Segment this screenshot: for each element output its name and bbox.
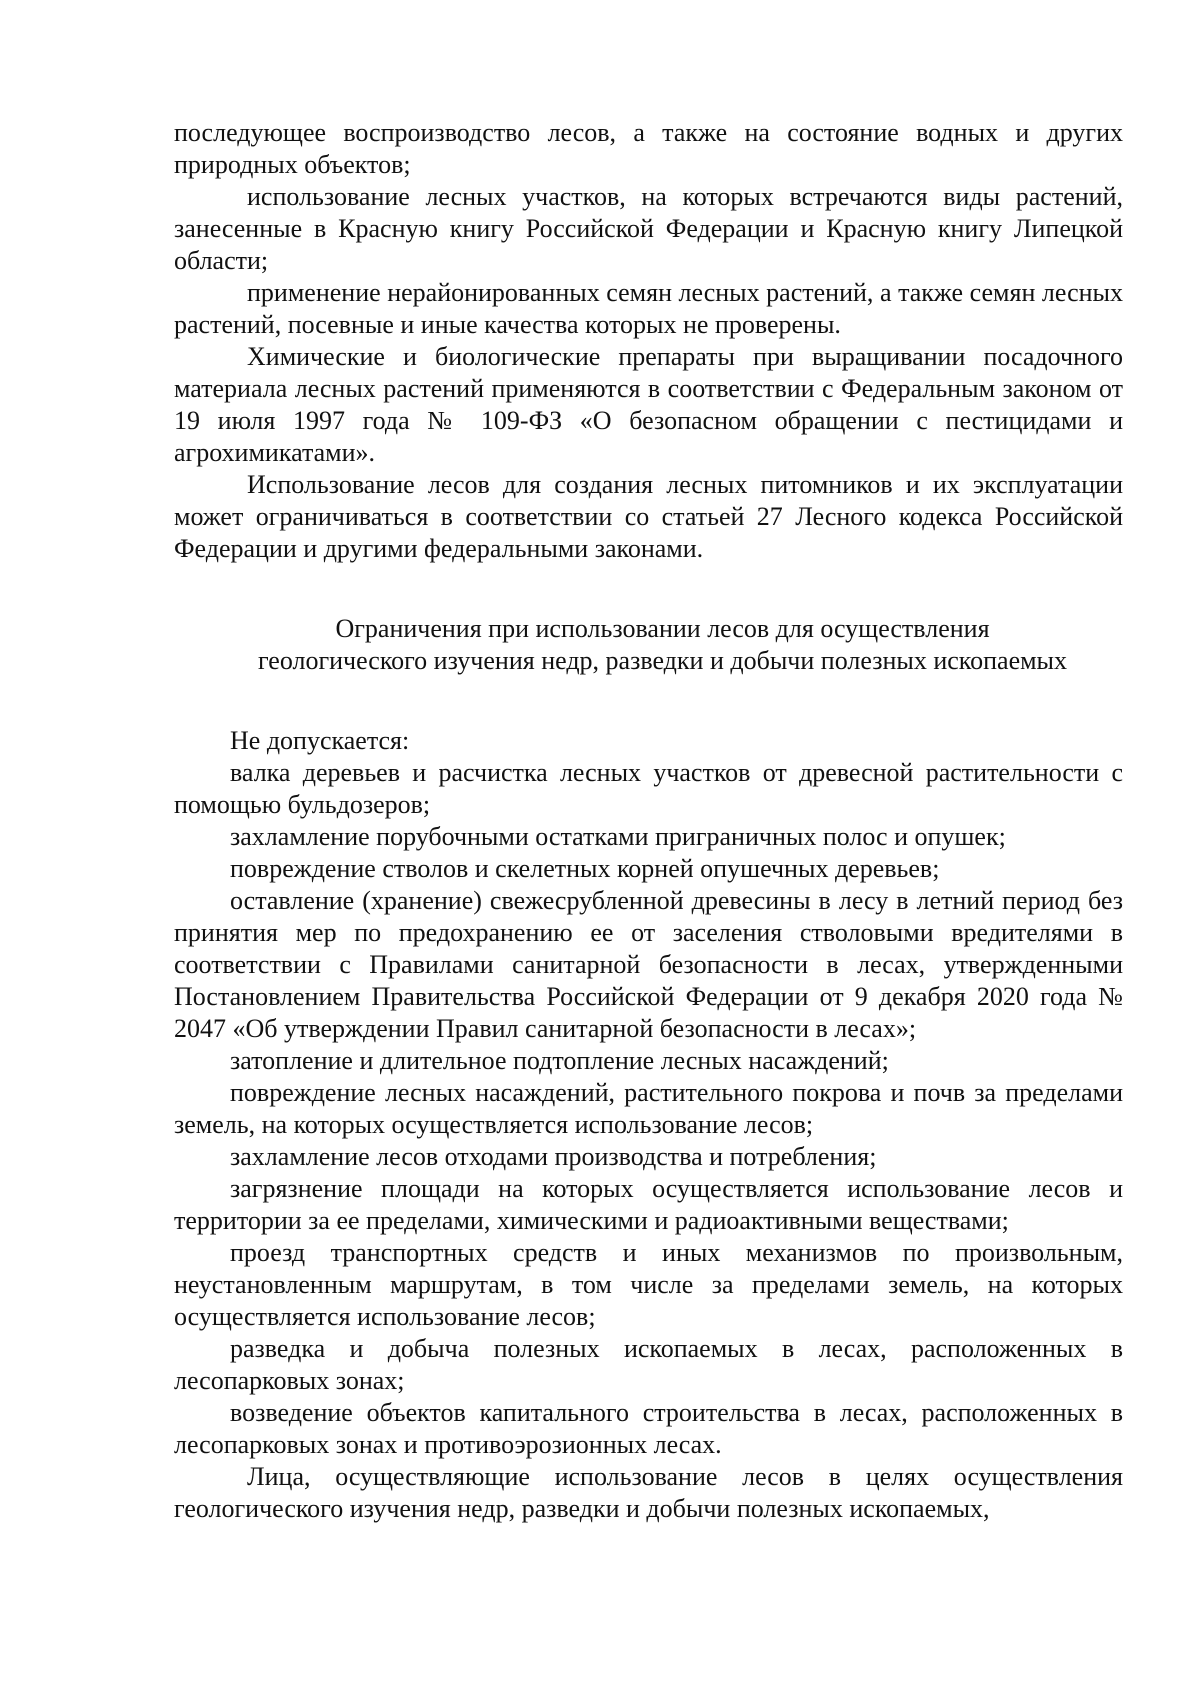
section-heading-line: геологического изучения недр, разведки и добычи полезных ископаемых [257, 646, 1068, 675]
paragraph: проезд транспортных средств и иных механизмов по произвольным, неустановленным маршрутам, в том числе за пределами земель, на которых осуществляется использование лесов; [174, 1238, 1123, 1331]
paragraph: использование лесных участков, на которых встречаются виды растений, занесенные в Красную книгу Российской Федерации и Красную книгу Липецкой области; [174, 182, 1123, 275]
paragraph: Лица, осуществляющие использование лесов в целях осуществления геологического изучения недр, разведки и добычи полезных ископаемых, [174, 1462, 1123, 1523]
paragraph: захламление лесов отходами производства и потребления; [230, 1142, 877, 1171]
section-heading-line: Ограничения при использовании лесов для осуществления [335, 614, 990, 643]
paragraph: возведение объектов капитального строительства в лесах, расположенных в лесопарковых зонах и противоэрозионных лесах. [174, 1398, 1123, 1459]
paragraph: оставление (хранение) свежесрубленной древесины в лесу в летний период без принятия мер по предохранению ее от заселения стволовыми вредителями в соответствии с Правилами санитарной безопасности в лесах, утвержденными Постановлением Правительства Российской Федерации от 9 декабря 2020 года № 2047 «Об утверждении Правил санитарной безопасности в лесах»; [174, 886, 1123, 1043]
paragraph: валка деревьев и расчистка лесных участков от древесной растительности с помощью бульдозеров; [174, 758, 1123, 819]
section-heading [174, 613, 1123, 677]
paragraph: загрязнение площади на которых осуществляется использование лесов и территории за ее пределами, химическими и радиоактивными веществами; [174, 1174, 1123, 1235]
paragraph: применение нерайонированных семян лесных растений, а также семян лесных растений, посевные и иные качества которых не проверены. [174, 278, 1123, 339]
paragraph: последующее воспроизводство лесов, а также на состояние водных и других природных объектов; [174, 118, 1123, 179]
paragraph: затопление и длительное подтопление лесных насаждений; [230, 1046, 889, 1075]
paragraph: повреждение стволов и скелетных корней опушечных деревьев; [230, 854, 940, 883]
paragraph: повреждение лесных насаждений, растительного покрова и почв за пределами земель, на которых осуществляется использование лесов; [174, 1078, 1123, 1139]
paragraph: разведка и добыча полезных ископаемых в лесах, расположенных в лесопарковых зонах; [174, 1334, 1123, 1395]
document-body [174, 117, 1123, 1525]
paragraph: Химические и биологические препараты при выращивании посадочного материала лесных растений применяются в соответствии с Федеральным законом от 19 июля 1997 года № 109-ФЗ «О безопасном обращении с пестицидами и агрохимикатами». [174, 342, 1123, 467]
paragraph: Не допускается: [230, 726, 410, 755]
paragraph: захламление порубочными остатками приграничных полос и опушек; [230, 822, 1006, 851]
paragraph: Использование лесов для создания лесных питомников и их эксплуатации может ограничиваться в соответствии со статьей 27 Лесного кодекса Российской Федерации и другими федеральными законами. [174, 470, 1123, 563]
